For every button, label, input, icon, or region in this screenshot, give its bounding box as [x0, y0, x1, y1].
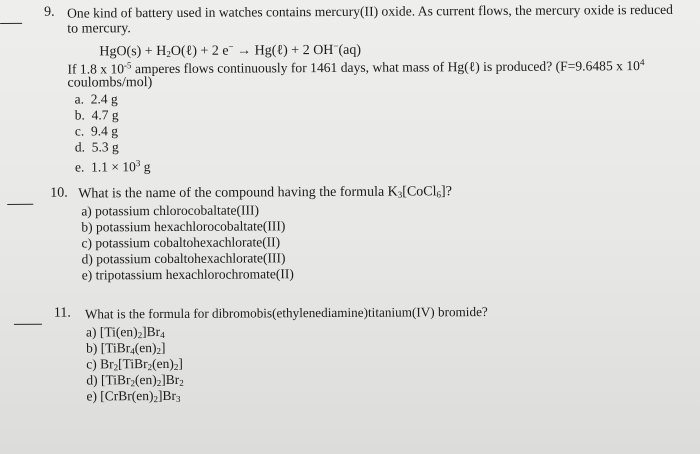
answer-blank-q9	[0, 23, 22, 24]
q9-option-e: e. $1.1 \times 10^3$ g	[74, 158, 151, 175]
q10-option-a: a) potassium chlorocobaltate(III)	[81, 202, 260, 219]
q9-text-line-1: One kind of battery used in watches contains mercury(II) oxide. As current flows, the mercury oxide is reduced	[67, 1, 673, 21]
q9-option-d: d. 5.3 g	[74, 139, 119, 155]
answer-blank-q10	[7, 204, 33, 205]
q10-option-e: e) tripotassium hexachlorochromate(II)	[81, 266, 294, 283]
q11-option-c: c) $Br_2[TiBr_2(en)_2]$	[86, 355, 183, 373]
q11-question: What is the formula for dibromobis(ethylenediamine)titanium(IV) bromide?	[84, 304, 488, 322]
q9-text-line-4: If 1.8 x $10^{-5}$ amperes flows continuously for 1461 days, what mass of Hg(ℓ) is produced? (F=9.6485 x $10^4$	[67, 57, 645, 77]
q9-option-b: b. 4.7 g	[74, 107, 119, 123]
question-number-10: 10.	[50, 185, 68, 201]
q9-equation: $HgO(s) + H_2O(\ell) + 2$ e− → Hg(ℓ) + 2 OH−(aq)	[99, 40, 362, 60]
q11-option-e: e) $[CrBr(en)_2]Br_3$	[86, 387, 181, 405]
q11-option-d: d) $[TiBr_2(en)_2]Br_2$	[86, 371, 184, 389]
q11-option-a: a) $[Ti(en)_2]Br_4$	[85, 324, 165, 341]
question-number-11: 11.	[53, 305, 71, 321]
answer-blank-q11	[14, 324, 42, 325]
q11-option-b: b) $[TiBr_4(en)_2]$	[86, 339, 166, 357]
question-number-9: 9.	[44, 4, 55, 20]
q10-option-d: d) potassium cobaltohexachlorate(III)	[81, 250, 286, 267]
q10-option-b: b) potassium hexachlorocobaltate(III)	[81, 218, 286, 235]
q9-text-line-2: to mercury.	[67, 21, 131, 37]
q10-question: What is the name of the compound having the formula $K_3[CoCl_6]$?	[78, 184, 452, 202]
q10-option-c: c) potassium cobaltohexachlorate(II)	[81, 234, 281, 251]
q9-text-line-5: coulombs/mol)	[67, 75, 153, 91]
q9-option-a: a. 2.4 g	[74, 91, 118, 107]
q9-option-c: c. 9.4 g	[74, 123, 118, 139]
